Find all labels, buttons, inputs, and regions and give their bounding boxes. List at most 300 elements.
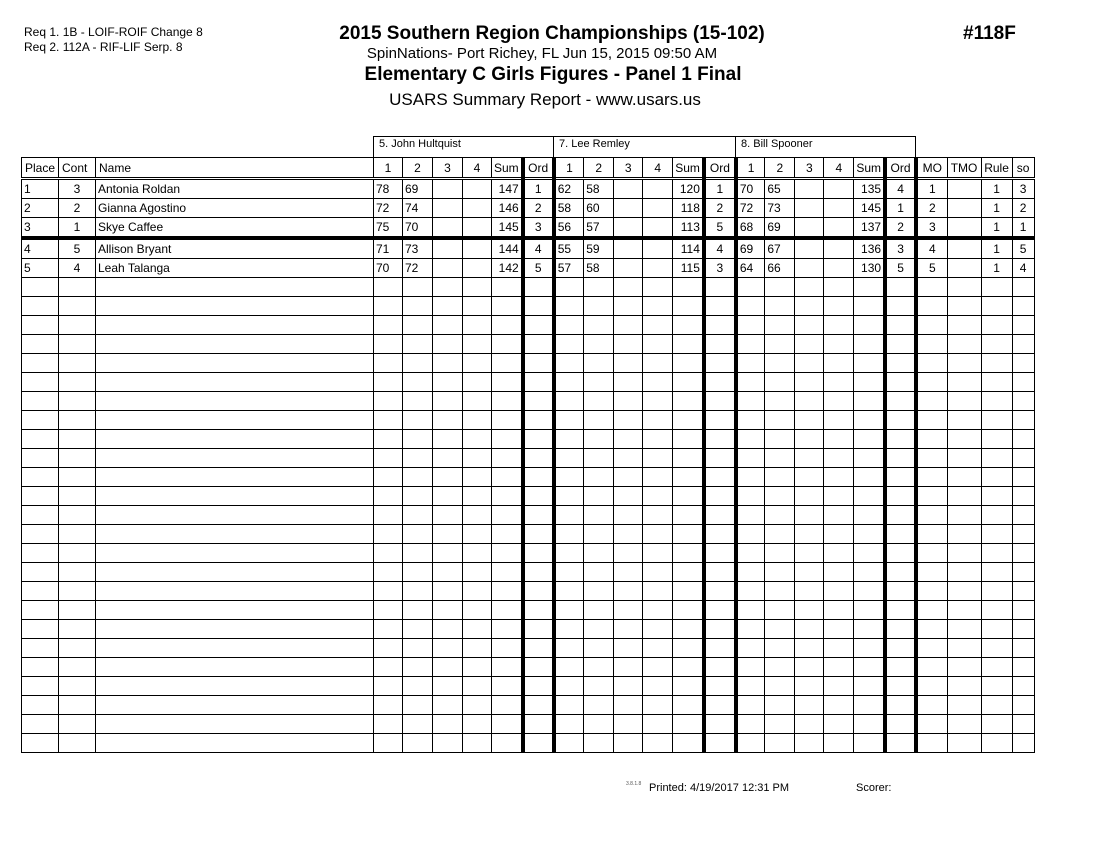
empty-cell: [795, 525, 824, 544]
col-j1-sum: Sum: [492, 158, 523, 179]
empty-cell: [704, 544, 736, 563]
empty-cell: [981, 373, 1012, 392]
judge-2-score-cell: 58: [584, 179, 614, 199]
empty-cell: [795, 601, 824, 620]
empty-cell: [59, 734, 96, 753]
empty-cell: [59, 316, 96, 335]
col-mo: MO: [916, 158, 947, 179]
empty-cell: [824, 316, 854, 335]
col-j2-4: 4: [643, 158, 673, 179]
empty-cell: [885, 582, 916, 601]
skater-name: Gianna Agostino: [96, 199, 374, 218]
empty-cell: [554, 620, 584, 639]
empty-cell: [433, 696, 463, 715]
empty-cell: [643, 563, 673, 582]
empty-cell: [1012, 468, 1034, 487]
empty-cell: [736, 373, 765, 392]
empty-cell: [584, 734, 614, 753]
empty-cell: [614, 658, 643, 677]
empty-row: [22, 373, 1035, 392]
empty-cell: [981, 715, 1012, 734]
empty-cell: [523, 544, 554, 563]
judge-2-sum-cell: 115: [673, 259, 704, 278]
tmo-cell: [947, 259, 981, 278]
judge-3-score-cell: 69: [736, 238, 765, 259]
empty-cell: [584, 620, 614, 639]
empty-cell: [981, 696, 1012, 715]
empty-cell: [643, 430, 673, 449]
judge-3-score-cell: [824, 199, 854, 218]
empty-cell: [374, 373, 403, 392]
empty-cell: [854, 449, 885, 468]
empty-cell: [854, 563, 885, 582]
empty-cell: [403, 411, 433, 430]
empty-cell: [523, 601, 554, 620]
empty-cell: [59, 639, 96, 658]
empty-cell: [981, 525, 1012, 544]
judge-1-sum-cell: 145: [492, 218, 523, 239]
empty-cell: [463, 392, 492, 411]
empty-cell: [433, 297, 463, 316]
empty-cell: [59, 468, 96, 487]
empty-cell: [704, 506, 736, 525]
empty-cell: [795, 468, 824, 487]
empty-cell: [981, 468, 1012, 487]
empty-cell: [614, 525, 643, 544]
empty-cell: [433, 525, 463, 544]
empty-cell: [885, 373, 916, 392]
empty-cell: [643, 639, 673, 658]
empty-cell: [765, 316, 795, 335]
empty-row: [22, 734, 1035, 753]
empty-cell: [554, 411, 584, 430]
table-row: [22, 199, 1035, 218]
so-cell: 2: [1012, 199, 1034, 218]
empty-cell: [523, 468, 554, 487]
empty-cell: [765, 297, 795, 316]
empty-cell: [523, 715, 554, 734]
empty-cell: [614, 544, 643, 563]
empty-cell: [736, 563, 765, 582]
empty-cell: [554, 430, 584, 449]
empty-cell: [22, 449, 59, 468]
judge-2-sum-cell: 120: [673, 179, 704, 199]
judge-2-score-cell: 57: [584, 218, 614, 239]
empty-cell: [643, 658, 673, 677]
empty-cell: [736, 430, 765, 449]
empty-cell: [824, 449, 854, 468]
empty-row: [22, 582, 1035, 601]
empty-cell: [433, 335, 463, 354]
empty-cell: [765, 278, 795, 297]
empty-cell: [374, 316, 403, 335]
empty-cell: [523, 278, 554, 297]
empty-cell: [59, 373, 96, 392]
empty-cell: [492, 734, 523, 753]
empty-cell: [374, 297, 403, 316]
col-rule: Rule: [981, 158, 1012, 179]
empty-cell: [584, 354, 614, 373]
empty-cell: [885, 430, 916, 449]
empty-cell: [916, 506, 947, 525]
empty-cell: [614, 487, 643, 506]
col-j2-ord: Ord: [704, 158, 736, 179]
empty-cell: [523, 582, 554, 601]
empty-cell: [824, 297, 854, 316]
empty-cell: [403, 582, 433, 601]
empty-cell: [736, 525, 765, 544]
empty-cell: [981, 658, 1012, 677]
event-title: Elementary C Girls Figures - Panel 1 Final: [364, 64, 742, 85]
judge-2-ordinal-cell: 3: [704, 259, 736, 278]
judge-2-score-cell: [643, 238, 673, 259]
empty-cell: [523, 335, 554, 354]
judge-3-score-cell: 64: [736, 259, 765, 278]
empty-cell: [96, 734, 374, 753]
empty-cell: [795, 696, 824, 715]
empty-cell: [673, 392, 704, 411]
empty-row: [22, 639, 1035, 658]
empty-cell: [854, 335, 885, 354]
empty-cell: [643, 582, 673, 601]
empty-cell: [673, 563, 704, 582]
empty-cell: [736, 392, 765, 411]
empty-cell: [433, 449, 463, 468]
mo-cell: 2: [916, 199, 947, 218]
empty-row: [22, 563, 1035, 582]
empty-cell: [981, 449, 1012, 468]
empty-cell: [854, 715, 885, 734]
empty-cell: [433, 639, 463, 658]
empty-cell: [59, 392, 96, 411]
empty-cell: [704, 734, 736, 753]
empty-cell: [854, 354, 885, 373]
judge-2-ordinal-cell: 5: [704, 218, 736, 239]
empty-cell: [916, 525, 947, 544]
empty-cell: [433, 430, 463, 449]
empty-cell: [854, 468, 885, 487]
empty-cell: [96, 411, 374, 430]
empty-cell: [403, 715, 433, 734]
empty-cell: [22, 734, 59, 753]
empty-cell: [643, 411, 673, 430]
empty-cell: [22, 316, 59, 335]
empty-cell: [854, 430, 885, 449]
empty-cell: [704, 658, 736, 677]
empty-cell: [673, 297, 704, 316]
empty-cell: [523, 506, 554, 525]
empty-cell: [795, 620, 824, 639]
empty-cell: [1012, 525, 1034, 544]
empty-cell: [554, 449, 584, 468]
empty-cell: [59, 601, 96, 620]
empty-cell: [523, 696, 554, 715]
empty-cell: [916, 335, 947, 354]
empty-cell: [374, 468, 403, 487]
empty-cell: [96, 373, 374, 392]
venue-date: SpinNations- Port Richey, FL Jun 15, 2015 09:50 AM: [366, 45, 718, 62]
col-j3-2: 2: [765, 158, 795, 179]
empty-cell: [403, 335, 433, 354]
empty-cell: [584, 601, 614, 620]
empty-cell: [824, 487, 854, 506]
judge-3-sum-cell: 130: [854, 259, 885, 278]
empty-cell: [554, 487, 584, 506]
empty-cell: [614, 506, 643, 525]
empty-cell: [584, 335, 614, 354]
empty-cell: [885, 696, 916, 715]
empty-cell: [885, 715, 916, 734]
empty-row: [22, 297, 1035, 316]
empty-row: [22, 696, 1035, 715]
judge-1-sum-cell: 142: [492, 259, 523, 278]
empty-cell: [523, 734, 554, 753]
empty-cell: [795, 582, 824, 601]
empty-cell: [554, 297, 584, 316]
empty-cell: [59, 297, 96, 316]
empty-cell: [1012, 487, 1034, 506]
empty-row: [22, 335, 1035, 354]
empty-cell: [795, 658, 824, 677]
empty-cell: [614, 316, 643, 335]
empty-cell: [1012, 449, 1034, 468]
empty-cell: [673, 696, 704, 715]
judge-1-score-cell: 71: [374, 238, 403, 259]
empty-cell: [374, 696, 403, 715]
empty-cell: [765, 525, 795, 544]
empty-cell: [584, 468, 614, 487]
empty-cell: [96, 506, 374, 525]
empty-cell: [765, 411, 795, 430]
judge-2-score-cell: [614, 259, 643, 278]
empty-cell: [824, 354, 854, 373]
judge-2-score-cell: [643, 199, 673, 218]
empty-row: [22, 506, 1035, 525]
empty-cell: [614, 373, 643, 392]
judge-2-score-cell: 60: [584, 199, 614, 218]
place-cell: 4: [22, 238, 59, 259]
empty-cell: [673, 468, 704, 487]
empty-cell: [765, 658, 795, 677]
empty-cell: [765, 544, 795, 563]
empty-cell: [374, 677, 403, 696]
empty-cell: [795, 639, 824, 658]
table-row: [22, 259, 1035, 278]
empty-cell: [765, 639, 795, 658]
empty-cell: [554, 601, 584, 620]
empty-cell: [981, 601, 1012, 620]
empty-cell: [433, 677, 463, 696]
empty-cell: [981, 354, 1012, 373]
empty-cell: [824, 734, 854, 753]
empty-cell: [981, 563, 1012, 582]
empty-cell: [916, 278, 947, 297]
empty-row: [22, 487, 1035, 506]
empty-cell: [614, 734, 643, 753]
empty-cell: [96, 487, 374, 506]
empty-cell: [947, 734, 981, 753]
empty-cell: [492, 373, 523, 392]
empty-cell: [673, 582, 704, 601]
judge-3-sum-cell: 136: [854, 238, 885, 259]
empty-cell: [584, 430, 614, 449]
empty-cell: [885, 278, 916, 297]
judge-3-score-cell: [795, 199, 824, 218]
judge-1-score-cell: 70: [403, 218, 433, 239]
empty-cell: [614, 335, 643, 354]
empty-cell: [947, 335, 981, 354]
empty-cell: [463, 582, 492, 601]
empty-cell: [947, 506, 981, 525]
judge-3-score-cell: 65: [765, 179, 795, 199]
empty-cell: [433, 658, 463, 677]
judge-header-3: 8. Bill Spooner: [735, 136, 916, 157]
empty-cell: [614, 677, 643, 696]
empty-cell: [96, 601, 374, 620]
empty-cell: [492, 411, 523, 430]
empty-cell: [374, 525, 403, 544]
empty-cell: [854, 392, 885, 411]
empty-cell: [403, 316, 433, 335]
event-number: #118F: [963, 23, 1016, 44]
empty-cell: [885, 487, 916, 506]
empty-cell: [916, 297, 947, 316]
empty-cell: [854, 582, 885, 601]
empty-cell: [795, 354, 824, 373]
empty-cell: [981, 392, 1012, 411]
col-j1-2: 2: [403, 158, 433, 179]
empty-cell: [584, 297, 614, 316]
judge-3-ordinal-cell: 2: [885, 218, 916, 239]
empty-cell: [584, 411, 614, 430]
empty-cell: [916, 468, 947, 487]
empty-cell: [981, 411, 1012, 430]
empty-cell: [736, 677, 765, 696]
empty-cell: [463, 658, 492, 677]
empty-cell: [736, 620, 765, 639]
judge-3-score-cell: 67: [765, 238, 795, 259]
empty-cell: [736, 297, 765, 316]
empty-cell: [554, 715, 584, 734]
empty-cell: [1012, 658, 1034, 677]
empty-cell: [433, 544, 463, 563]
empty-cell: [554, 563, 584, 582]
empty-cell: [614, 449, 643, 468]
empty-cell: [673, 620, 704, 639]
empty-cell: [824, 582, 854, 601]
empty-cell: [22, 639, 59, 658]
empty-cell: [736, 278, 765, 297]
judge-1-sum-cell: 144: [492, 238, 523, 259]
judge-3-score-cell: 70: [736, 179, 765, 199]
empty-cell: [96, 620, 374, 639]
empty-cell: [614, 354, 643, 373]
empty-cell: [463, 373, 492, 392]
judge-2-score-cell: [614, 179, 643, 199]
empty-cell: [824, 373, 854, 392]
empty-cell: [947, 639, 981, 658]
empty-cell: [96, 392, 374, 411]
empty-cell: [947, 392, 981, 411]
skater-name: Leah Talanga: [96, 259, 374, 278]
empty-cell: [736, 468, 765, 487]
empty-cell: [854, 639, 885, 658]
empty-cell: [403, 677, 433, 696]
empty-cell: [374, 506, 403, 525]
empty-cell: [59, 506, 96, 525]
empty-cell: [947, 373, 981, 392]
col-j1-ord: Ord: [523, 158, 554, 179]
so-cell: 5: [1012, 238, 1034, 259]
empty-cell: [463, 430, 492, 449]
empty-cell: [22, 620, 59, 639]
empty-cell: [947, 487, 981, 506]
rule-cell: 1: [981, 259, 1012, 278]
empty-cell: [916, 715, 947, 734]
empty-cell: [736, 506, 765, 525]
empty-cell: [643, 620, 673, 639]
empty-cell: [765, 715, 795, 734]
empty-cell: [22, 582, 59, 601]
empty-cell: [59, 677, 96, 696]
empty-cell: [22, 601, 59, 620]
empty-cell: [643, 487, 673, 506]
table-row: [22, 218, 1035, 239]
empty-cell: [1012, 430, 1034, 449]
empty-cell: [643, 392, 673, 411]
empty-cell: [916, 487, 947, 506]
empty-cell: [463, 278, 492, 297]
empty-cell: [403, 734, 433, 753]
empty-cell: [854, 411, 885, 430]
empty-cell: [492, 449, 523, 468]
empty-cell: [492, 278, 523, 297]
empty-cell: [403, 601, 433, 620]
rule-cell: 1: [981, 238, 1012, 259]
empty-cell: [824, 696, 854, 715]
empty-cell: [374, 335, 403, 354]
empty-cell: [22, 354, 59, 373]
mo-cell: 3: [916, 218, 947, 239]
judge-1-score-cell: 75: [374, 218, 403, 239]
empty-cell: [1012, 392, 1034, 411]
judge-1-sum-cell: 146: [492, 199, 523, 218]
empty-cell: [947, 297, 981, 316]
empty-cell: [614, 715, 643, 734]
empty-cell: [673, 411, 704, 430]
empty-cell: [403, 639, 433, 658]
empty-cell: [492, 544, 523, 563]
empty-cell: [554, 677, 584, 696]
empty-cell: [736, 354, 765, 373]
empty-cell: [22, 411, 59, 430]
empty-cell: [614, 392, 643, 411]
empty-cell: [492, 677, 523, 696]
empty-cell: [584, 392, 614, 411]
empty-cell: [523, 373, 554, 392]
so-cell: 1: [1012, 218, 1034, 239]
empty-cell: [981, 582, 1012, 601]
empty-cell: [704, 316, 736, 335]
empty-cell: [463, 316, 492, 335]
judge-2-sum-cell: 114: [673, 238, 704, 259]
empty-cell: [854, 278, 885, 297]
empty-cell: [704, 487, 736, 506]
empty-cell: [854, 525, 885, 544]
col-j1-1: 1: [374, 158, 403, 179]
empty-cell: [765, 563, 795, 582]
empty-row: [22, 468, 1035, 487]
